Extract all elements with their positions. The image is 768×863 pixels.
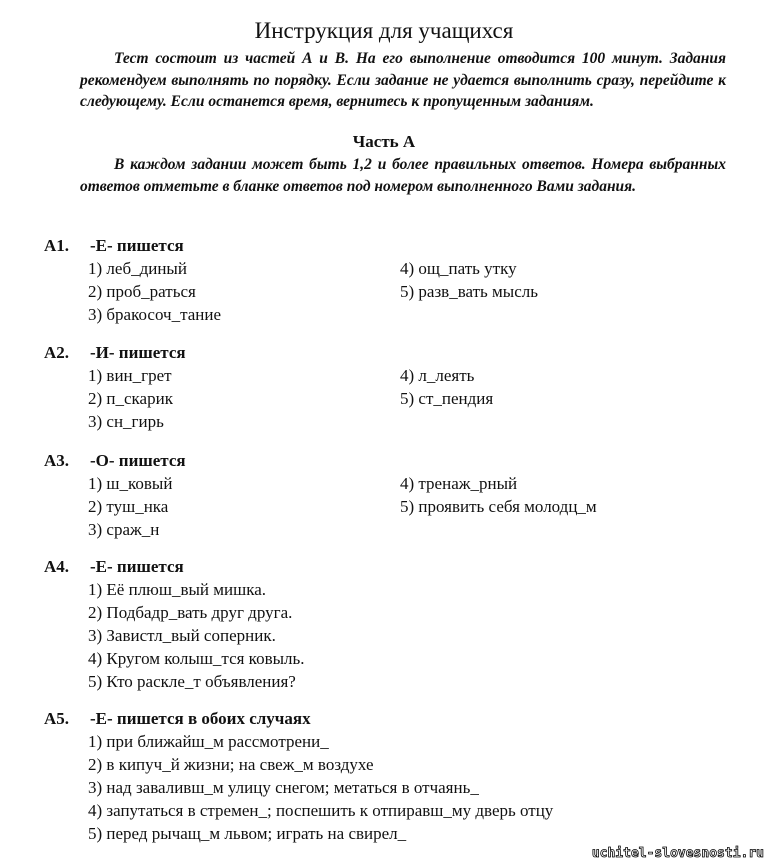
answer-option: 3) бракосоч_тание <box>88 305 222 324</box>
options-left <box>88 472 400 541</box>
answer-option: 3) сн_гирь <box>88 412 164 431</box>
options-left <box>88 364 400 433</box>
answer-option: 2) п_скарик <box>88 389 173 408</box>
answer-option: 5) перед рычащ_м львом; играть на свирел_ <box>88 824 407 843</box>
answer-option: 1) при ближайш_м рассмотрени_ <box>88 732 329 751</box>
options-left <box>88 578 744 693</box>
options-left <box>88 730 744 845</box>
question-heading <box>44 234 744 257</box>
question-heading <box>44 707 744 730</box>
watermark: uchitel-slovesnosti.ru <box>591 846 764 861</box>
answer-options <box>88 257 744 326</box>
question-text: -Е- пишется в обоих случаях <box>90 709 311 728</box>
question-text: -О- пишется <box>90 451 186 470</box>
answer-option: 2) в кипуч_й жизни; на свеж_м воздухе <box>88 755 374 774</box>
question-heading <box>44 555 744 578</box>
page-title: Инструкция для учащихся <box>254 18 514 43</box>
question-number: А4. <box>44 557 70 576</box>
answer-option: 2) Подбадр_вать друг друга. <box>88 603 293 622</box>
question-section <box>44 555 744 693</box>
answer-option: 2) проб_раться <box>88 282 196 301</box>
question-text: -Е- пишется <box>90 557 184 576</box>
answer-option: 4) л_леять <box>400 366 475 385</box>
question-number: А2. <box>44 343 70 362</box>
options-right <box>400 257 712 326</box>
answer-option: 3) сраж_н <box>88 520 160 539</box>
question-number: А5. <box>44 709 70 728</box>
question-section <box>44 234 744 326</box>
question-heading <box>44 449 744 472</box>
answer-option: 5) Кто раскле_т объявления? <box>88 672 296 691</box>
answer-option: 1) леб_диный <box>88 259 187 278</box>
answer-option: 1) Её плюш_вый мишка. <box>88 580 267 599</box>
answer-option: 5) проявить себя молодц_м <box>400 497 597 516</box>
question-text: -И- пишется <box>90 343 186 362</box>
answer-option: 4) ощ_пать утку <box>400 259 517 278</box>
answer-option: 4) запутаться в стремен_; поспешить к отпиравш_му дверь отцу <box>88 801 554 820</box>
answer-option: 3) над заваливш_м улицу снегом; метаться в отчаянь_ <box>88 778 479 797</box>
answer-option: 4) Кругом колыш_тся ковыль. <box>88 649 305 668</box>
answer-option: 1) ш_ковый <box>88 474 173 493</box>
question-section <box>44 707 744 845</box>
question-number: А3. <box>44 451 70 470</box>
answer-options <box>88 578 744 693</box>
answer-option: 2) туш_нка <box>88 497 169 516</box>
question-text: -Е- пишется <box>90 236 184 255</box>
question-number: А1. <box>44 236 70 255</box>
answer-options <box>88 730 744 845</box>
options-left <box>88 257 400 326</box>
answer-option: 5) разв_вать мысль <box>400 282 539 301</box>
options-right <box>400 364 712 433</box>
answer-option: 1) вин_грет <box>88 366 172 385</box>
question-heading <box>44 341 744 364</box>
answer-option: 3) Завистл_вый соперник. <box>88 626 276 645</box>
part-title: Часть А <box>352 132 416 151</box>
question-section <box>44 341 744 433</box>
instructions-text: Тест состоит из частей А и В. На его выполнение отводится 100 минут. Задания рекомендуем выполнять по порядку. Если задание не удается выполнить сразу, перейдите к следующему. Если останется время, вернитесь к пропущенным заданиям. <box>80 50 726 111</box>
answer-options <box>88 364 744 433</box>
part-instructions <box>80 154 726 197</box>
instructions <box>80 48 726 113</box>
answer-options <box>88 472 744 541</box>
options-right <box>400 472 712 541</box>
answer-option: 4) тренаж_рный <box>400 474 518 493</box>
answer-option: 5) ст_пендия <box>400 389 494 408</box>
part-instructions-text: В каждом задании может быть 1,2 и более правильных ответов. Номера выбранных ответов отметьте в бланке ответов под номером выполненного Вами задания. <box>80 156 726 195</box>
question-section <box>44 449 744 541</box>
